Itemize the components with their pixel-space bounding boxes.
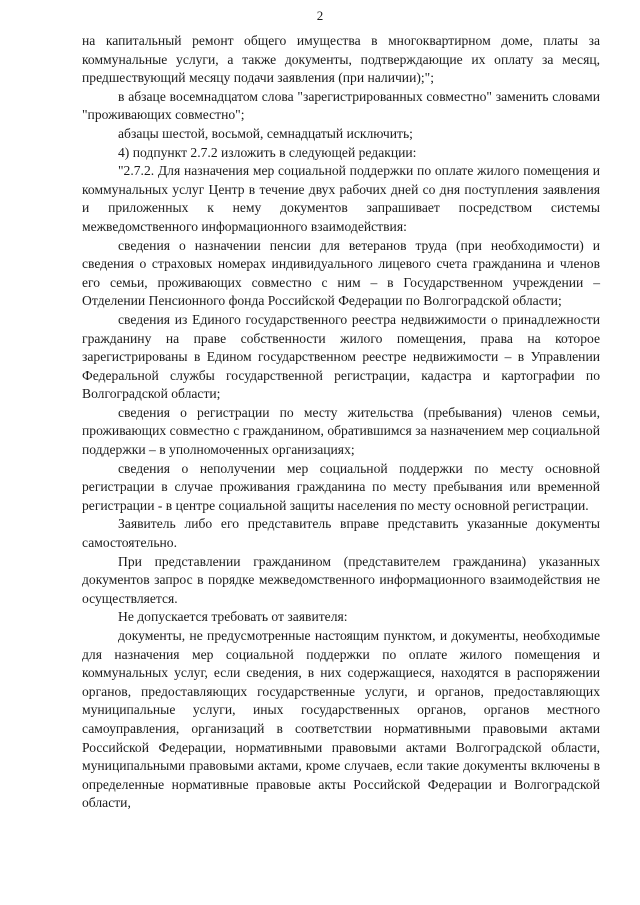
paragraph-amendment-eighteenth: в абзаце восемнадцатом слова "зарегистрированных совместно" заменить словами "проживающих совместно"; (82, 88, 600, 123)
paragraph-non-receipt-support: сведения о неполучении мер социальной поддержки по месту основной регистрации в случае проживания гражданина по месту пребывания или временной регистрации - в центре социальной защиты населения по месту основной регистрации. (82, 460, 600, 513)
paragraph-no-interagency-request: При представлении гражданином (представителем гражданина) указанных документов запрос в порядке межведомственного информационного взаимодействия не осуществляется. (82, 553, 600, 606)
paragraph-exclude-clauses: абзацы шестой, восьмой, семнадцатый исключить; (118, 125, 413, 141)
paragraph-continuation: на капитальный ремонт общего имущества в многоквартирном доме, платы за коммунальные услуги, а также документы, подтверждающие их оплату за месяц, предшествующий месяцу подачи заявления (при наличии);"; (82, 33, 600, 86)
paragraph-not-allowed: Не допускается требовать от заявителя: (118, 609, 348, 625)
paragraph-2-7-2: "2.7.2. Для назначения мер социальной поддержки по оплате жилого помещения и коммунальных услуг Центр в течение двух рабочих дней со дня поступления заявления и приложенных к нему документов запрашивает посредством системы межведомственного информационного взаимодействия: (82, 163, 600, 234)
paragraph-documents-not-required: документы, не предусмотренные настоящим пунктом, и документы, необходимые для назначения мер социальной поддержки по оплате жилого помещения и коммунальных услуг, если сведения, в них содержащиеся, находятся в распоряжении органов, предоставляющих государственные услуги, и органов, предоставляющих муниципальные услуги, иных государственных органов, органов местного самоуправления, организаций в соответствии нормативными правовыми актами Российской Федерации, нормативными правовыми актами Волгоградской области, муниципальными правовыми актами, кроме случаев, если такие документы включены в определенные нормативные правовые акты Российской Федерации и Волгоградской области, (82, 628, 600, 811)
page-number: 2 (316, 8, 324, 23)
paragraph-subclause-4: 4) подпункт 2.7.2 изложить в следующей редакции: (118, 144, 417, 160)
paragraph-real-estate-registry: сведения из Единого государственного реестра недвижимости о принадлежности гражданину на праве собственности жилого помещения, права на которое зарегистрированы в Едином государственном реестре недвижимости – в Управлении Федеральной службы государственной регистрации, кадастра и картографии по Волгоградской области; (82, 311, 600, 402)
document-body (82, 32, 600, 813)
paragraph-applicant-right: Заявитель либо его представитель вправе представить указанные документы самостоятельно. (82, 516, 600, 551)
paragraph-pension-info: сведения о назначении пенсии для ветеранов труда (при необходимости) и сведения о страховых номерах индивидуального лицевого счета гражданина и членов его семьи, проживающих совместно с ним – в Государственном учреждении – Отделении Пенсионного фонда Российской Федерации по Волгоградской области; (82, 237, 600, 309)
paragraph-residence-registration: сведения о регистрации по месту жительства (пребывания) членов семьи, проживающих совместно с гражданином, обратившимся за назначением мер социальной поддержки – в уполномоченных организациях; (82, 404, 600, 458)
